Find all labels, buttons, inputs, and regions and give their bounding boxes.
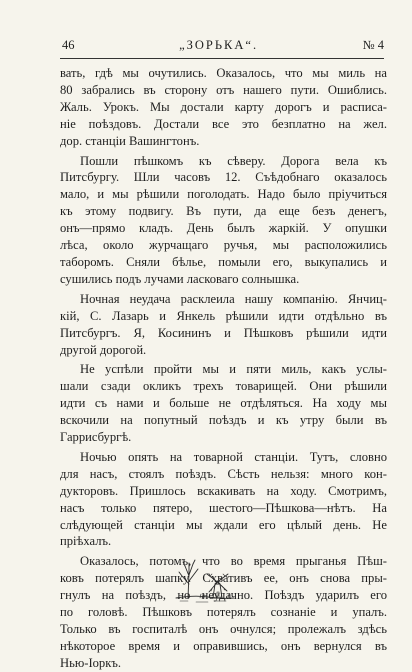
text-line: таборомъ. Сняли бѣлье, помыли его, выкупались и	[60, 254, 387, 269]
text-line: Ночью опять на товарной станціи. Тутъ, словно	[80, 449, 387, 464]
issue-number: № 4	[362, 38, 384, 52]
text-line: сушились подъ лучами ласковаго солнышка.	[60, 271, 300, 286]
page-number: 46	[62, 38, 75, 52]
paragraph	[60, 153, 387, 288]
text-line: идти съ нами и больше не отдѣляться. На ходу мы	[60, 396, 387, 411]
text-line: Только въ госпиталѣ онъ очнулся; пролежалъ здѣсь	[60, 622, 387, 636]
text-line: Питсбургу. Шли часовъ 12. Съѣдобнаго оказалось	[60, 170, 387, 185]
text-line: Ночная неудача расклеила нашу компанію. Янчиц-	[80, 291, 387, 306]
text-line: пріѣхалъ.	[60, 534, 112, 549]
text-line: Оказалось, потомъ, что во время прыганья Пѣш-	[80, 554, 387, 569]
text-line: Не успѣли пройти мы и пяти миль, какъ услы-	[80, 362, 387, 377]
running-header	[62, 38, 384, 56]
text-line: нѣкоторое время и оправившись, онъ вернулся въ	[60, 638, 387, 653]
text-line: шали сзади окликъ трехъ товарищей. Они рѣшили	[60, 379, 387, 394]
text-line: дор. станціи Вашингтонъ.	[60, 133, 200, 148]
text-line: лѣса, около журчащаго ручья, мы расположились	[60, 238, 387, 253]
text-line: слѣдующей станціи мы ждали его цѣлый день. Не	[60, 517, 387, 532]
text-line: ковъ потерялъ шапку. Схвативъ ее, онъ снова пры-	[60, 571, 387, 586]
header-rule	[60, 58, 384, 59]
text-line: Жаль. Урокъ. Мы достали карту дорогъ и расписа-	[60, 99, 387, 114]
text-line: гнулъ на поѣздъ, но неудачно. Поѣздъ ударилъ его	[60, 588, 387, 603]
windmill-landscape-icon	[174, 554, 236, 606]
text-line: Гаррисбургѣ.	[60, 430, 132, 445]
journal-title: „ЗОРЬКА“.	[179, 38, 259, 52]
paragraph	[60, 449, 387, 550]
paragraph	[60, 65, 387, 150]
text-line: по головѣ. Пѣшковъ потерялъ сознаніе и упалъ.	[60, 605, 387, 620]
text-line: ніе поѣздовъ. Достали все это безплатно на жел.	[60, 116, 387, 131]
text-line: онъ—прямо кладъ. День былъ жаркій. У опушки	[60, 221, 387, 236]
text-line: вать, гдѣ мы очутились. Оказалось, что мы миль на	[60, 66, 387, 80]
text-line: 80 забрались въ сторону отъ нашего пути. Ошиблись.	[60, 82, 387, 97]
text-line: для насъ, стоялъ поѣздъ. Сѣсть нельзя: много кон-	[60, 466, 387, 481]
paragraph	[60, 291, 387, 359]
text-line: Пошли пѣшкомъ къ сѣверу. Дорога вела къ	[80, 153, 387, 168]
paragraph	[60, 361, 387, 446]
text-line: вскочили на попутный поѣздъ и къ утру были въ	[60, 413, 387, 428]
text-line: Нью-Іоркъ.	[60, 655, 122, 670]
text-line: другой дорогой.	[60, 342, 147, 357]
text-line: мало, и мы рѣшили поголодать. Надо было пріучиться	[60, 187, 387, 202]
text-line: къ этому подвигу. Въ пути, да еще безъ денегъ,	[60, 204, 387, 219]
text-line: насъ только пятеро, шестого—Пѣшкова—нѣтъ. На	[60, 500, 387, 515]
text-line: дукторовъ. Пришлось вскакивать на ходу. Смотримъ,	[60, 483, 387, 498]
text-line: кій, С. Лазарь и Янкель рѣшили идти отдѣльно въ	[60, 308, 387, 323]
text-line: Питсбургъ. Я, Косининъ и Пѣшковъ рѣшили идти	[60, 325, 387, 340]
